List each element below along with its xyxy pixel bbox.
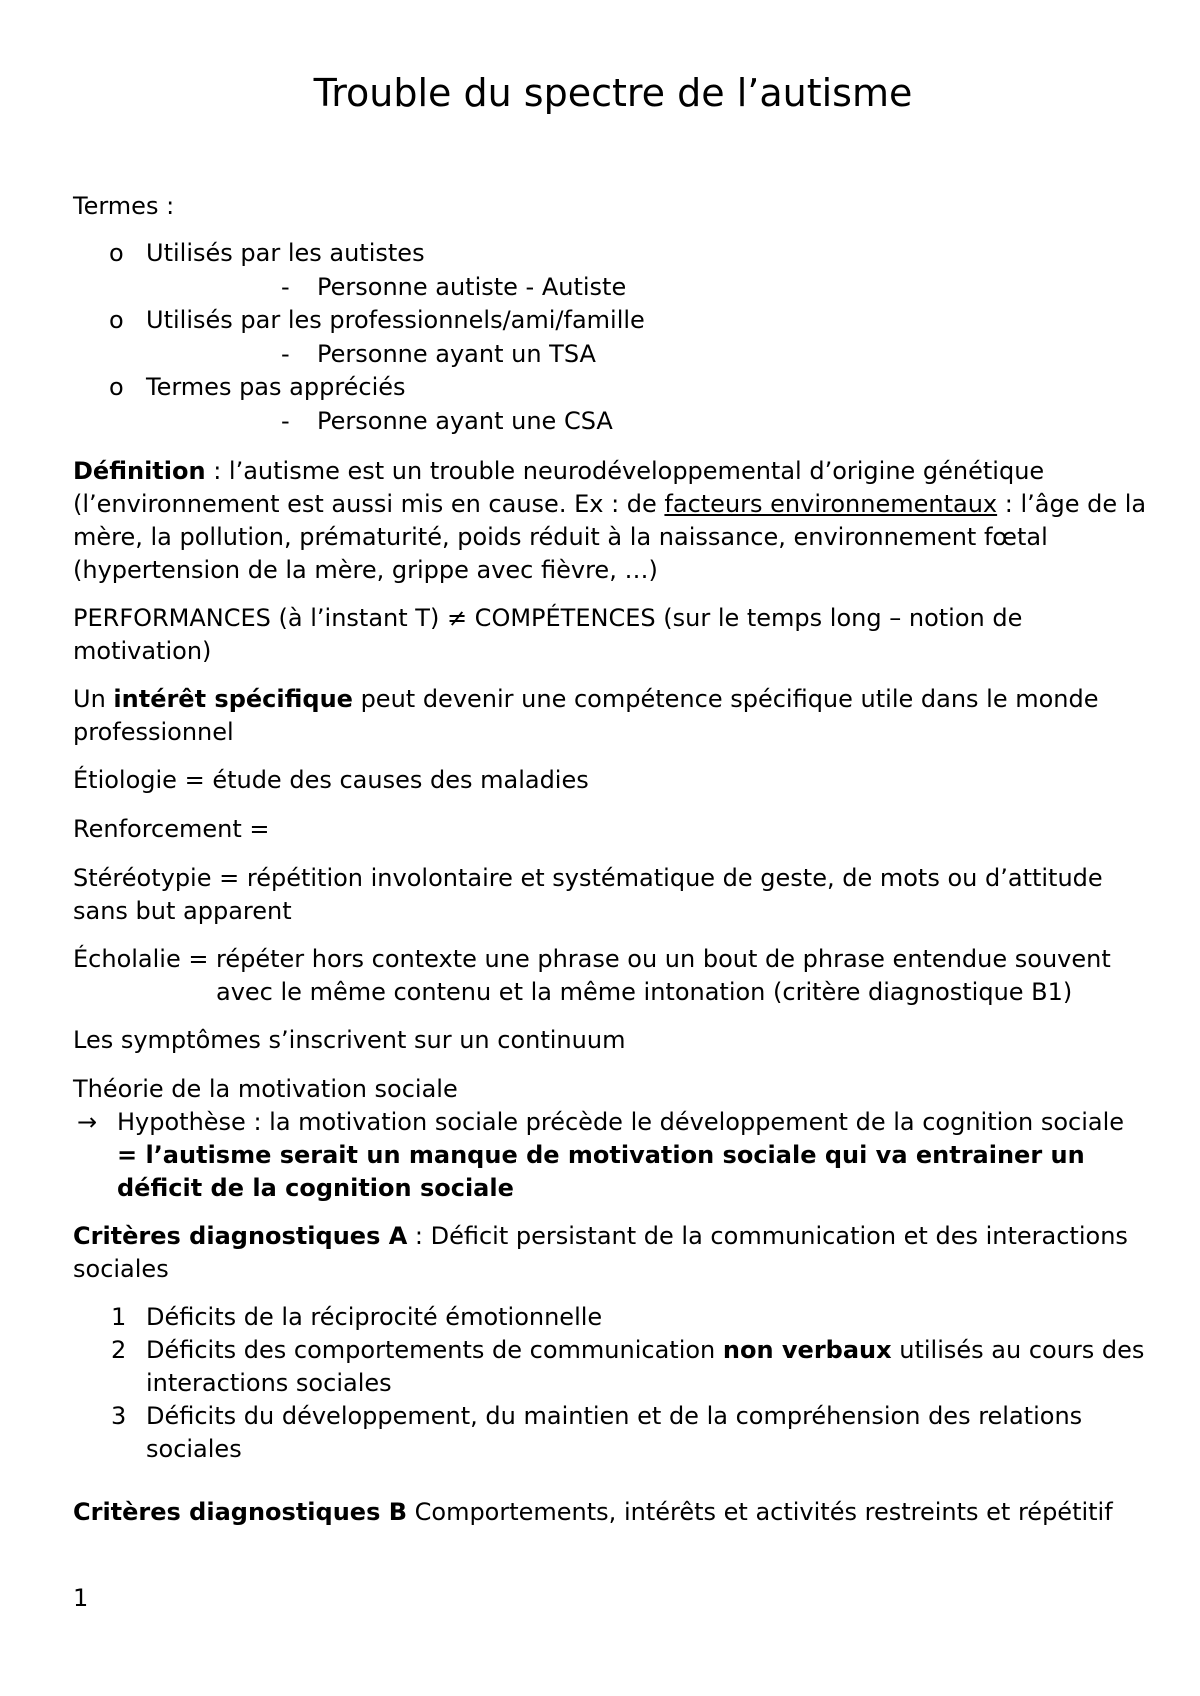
- sub-list-item: [281, 271, 626, 304]
- echolalie-paragraph: Écholalie = répéter hors contexte une phrase ou un bout de phrase entendue souvent avec le même contenu et la même intonation (critère diagnostique B1): [73, 945, 1111, 1006]
- sub-list-item-text: Personne ayant une CSA: [317, 407, 613, 435]
- definition-term: Définition: [73, 457, 206, 485]
- list-item: [109, 237, 425, 270]
- stereotypie-paragraph: Stéréotypie = répétition involontaire et systématique de geste, de mots ou d’attitude sans but apparent: [73, 864, 1103, 925]
- criteres-a-heading: Critères diagnostiques A: [73, 1222, 408, 1250]
- definition-paragraph: Définition : l’autisme est un trouble neurodéveloppemental d’origine génétique (l’environnement est aussi mis en cause. Ex : de facteurs environnementaux : l’âge de la mère, la pollution, prématurité, poids réduit à la naissance, environnement fœtal (hypertension de la mère, grippe avec fièvre, …): [73, 457, 1147, 584]
- list-item: [109, 304, 645, 337]
- bullet-circle-icon: o: [109, 239, 124, 267]
- numbered-item: Déficits du développement, du maintien et de la compréhension des relations sociales: [146, 1402, 1083, 1463]
- termes-label: Termes :: [73, 192, 175, 220]
- criteres-b-paragraph: Critères diagnostiques B Comportements, intérêts et activités restreints et répétitif: [73, 1498, 1113, 1526]
- performances-paragraph: PERFORMANCES (à l’instant T) ≠ COMPÉTENCES (sur le temps long – notion de motivation): [73, 604, 1023, 665]
- dash-icon: -: [281, 407, 290, 435]
- underlined-term: facteurs environnementaux: [664, 490, 998, 518]
- bullet-circle-icon: o: [109, 373, 124, 401]
- sub-list-item-text: Personne autiste - Autiste: [317, 273, 627, 301]
- numbered-item-number: 1: [111, 1303, 127, 1331]
- numbered-item: Déficits des comportements de communication non verbaux utilisés au cours des interactions sociales: [146, 1336, 1145, 1397]
- sub-list-item-text: Personne ayant un TSA: [317, 340, 596, 368]
- theorie-heading: Théorie de la motivation sociale: [73, 1075, 458, 1103]
- sub-list-item: [281, 338, 596, 371]
- list-item-text: Utilisés par les professionnels/ami/famille: [146, 306, 645, 334]
- dash-icon: -: [281, 273, 290, 301]
- dash-icon: -: [281, 340, 290, 368]
- arrow-right-icon: →: [77, 1108, 98, 1136]
- numbered-item-number: 3: [111, 1402, 127, 1430]
- hypothese-text: Hypothèse : la motivation sociale précède le développement de la cognition sociale = l’autisme serait un manque de motivation sociale qui va entrainer un déficit de la cognition sociale: [117, 1108, 1125, 1202]
- numbered-item-number: 2: [111, 1336, 127, 1364]
- list-item-text: Termes pas appréciés: [146, 373, 406, 401]
- criteres-a-paragraph: Critères diagnostiques A : Déficit persistant de la communication et des interactions sociales: [73, 1222, 1128, 1283]
- list-item: [109, 371, 406, 404]
- list-item-text: Utilisés par les autistes: [146, 239, 425, 267]
- echolalie-label: Écholalie =: [73, 945, 209, 973]
- renforcement-paragraph: Renforcement =: [73, 815, 270, 843]
- sub-list-item: [281, 405, 613, 438]
- numbered-item: Déficits de la réciprocité émotionnelle: [146, 1303, 603, 1331]
- page-title: Trouble du spectre de l’autisme: [313, 71, 913, 115]
- criteres-b-heading: Critères diagnostiques B: [73, 1498, 407, 1526]
- symptomes-paragraph: Les symptômes s’inscrivent sur un continuum: [73, 1026, 626, 1054]
- interet-paragraph: Un intérêt spécifique peut devenir une compétence spécifique utile dans le monde professionnel: [73, 685, 1099, 746]
- etiologie-paragraph: Étiologie = étude des causes des maladies: [73, 766, 589, 794]
- page-number: 1: [73, 1584, 89, 1612]
- bullet-circle-icon: o: [109, 306, 124, 334]
